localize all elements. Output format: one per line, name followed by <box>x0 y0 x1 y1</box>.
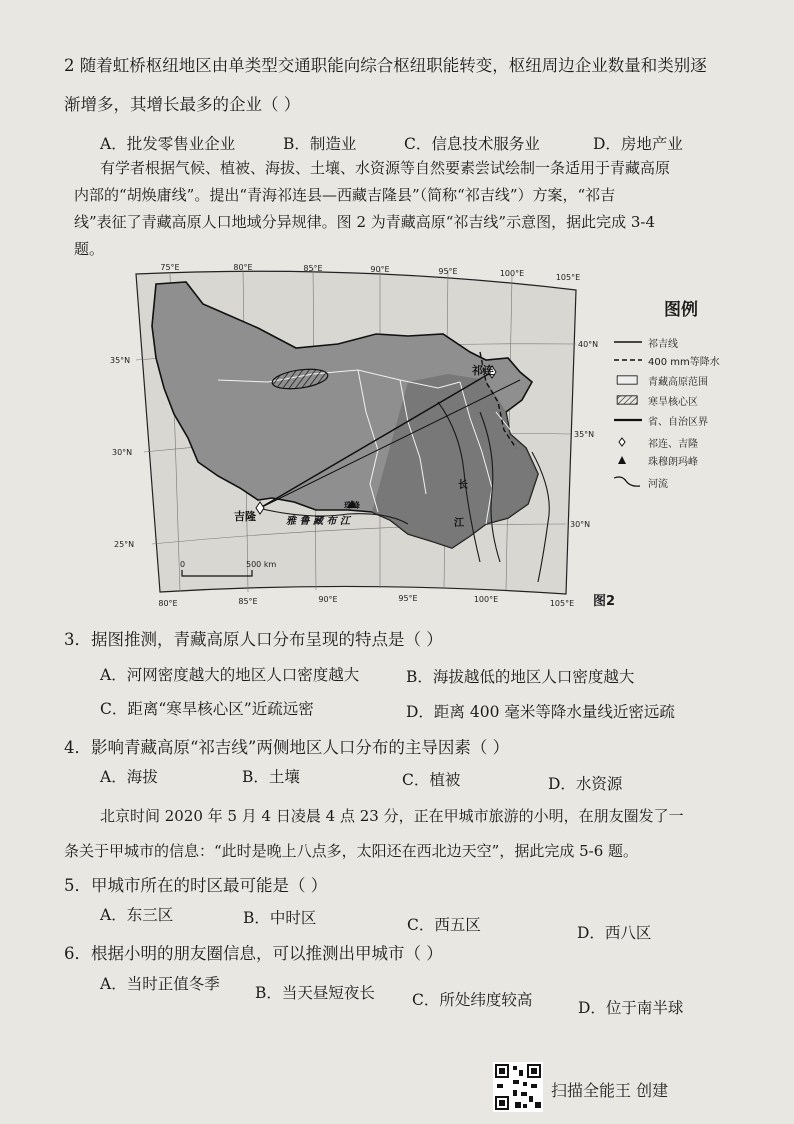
tick-bottom-105: 105°E <box>549 599 575 608</box>
legend-label: 珠穆朗玛峰 <box>648 457 698 468</box>
dashed-line-icon <box>612 355 644 365</box>
legend-label: 寒旱核心区 <box>648 397 698 408</box>
q4-option-c: C．植被 <box>402 771 461 789</box>
intro-line4: 题。 <box>74 240 105 258</box>
q2-option-b: B．制造业 <box>283 135 357 153</box>
map-svg <box>108 262 628 612</box>
q3-option-c: C．距离“寒旱核心区”近疏远密 <box>100 700 314 718</box>
tick-top-85: 85°E <box>303 264 323 273</box>
q4-option-b: B．土壤 <box>242 768 300 786</box>
label-qilian: 祁连 <box>472 364 494 377</box>
tibet-plateau-map <box>108 262 628 612</box>
scale-distance: 500 km <box>246 560 277 569</box>
tick-left-25: 25°N <box>114 540 135 549</box>
tick-top-80: 80°E <box>233 263 253 272</box>
tick-bottom-100: 100°E <box>473 595 499 604</box>
q5-stem: 5．甲城市所在的时区最可能是（ ） <box>64 876 328 895</box>
tick-top-90: 90°E <box>370 265 390 274</box>
tick-top-95: 95°E <box>438 267 458 276</box>
tick-top-100: 100°E <box>499 269 525 278</box>
q3-option-a: A．河网密度越大的地区人口密度越大 <box>100 666 360 684</box>
scan-app-credit: 扫描全能王 创建 <box>551 1081 669 1100</box>
legend-title: 图例 <box>664 300 698 320</box>
legend-label: 河流 <box>648 479 668 490</box>
tick-left-35: 35°N <box>110 356 131 365</box>
q2-option-c: C．信息技术服务业 <box>404 135 540 153</box>
box-icon <box>612 375 644 385</box>
scanner-watermark <box>493 1062 743 1118</box>
diamond-icon <box>612 437 644 447</box>
tick-bottom-80: 80°E <box>158 599 178 608</box>
qr-code-icon <box>493 1062 543 1112</box>
tick-right-40: 40°N <box>578 340 599 349</box>
q3-option-b: B．海拔越低的地区人口密度越大 <box>406 668 635 686</box>
q5-option-c: C．西五区 <box>407 916 481 934</box>
triangle-icon <box>612 455 644 465</box>
q6-stem: 6．根据小明的朋友圈信息，可以推测出甲城市（ ） <box>64 944 443 963</box>
tick-bottom-85: 85°E <box>238 597 258 606</box>
q6-option-d: D．位于南半球 <box>578 999 684 1017</box>
q4-stem: 4．影响青藏高原“祁吉线”两侧地区人口分布的主导因素（ ） <box>64 738 510 757</box>
passage56-line1: 北京时间 2020 年 5 月 4 日凌晨 4 点 23 分，正在甲城市旅游的小明，在朋友圈发了一 <box>100 807 684 825</box>
tick-right-35: 35°N <box>574 430 595 439</box>
figure-label: 图2 <box>593 594 616 609</box>
tick-left-30: 30°N <box>112 448 133 457</box>
q2-option-a: A．批发零售业企业 <box>100 135 236 153</box>
q2-stem-line1: 2 随着虹桥枢纽地区由单类型交通职能向综合枢纽职能转变，枢纽周边企业数量和类别逐 <box>64 56 707 75</box>
solid-line-icon <box>612 337 644 347</box>
hatch-box-icon <box>612 395 644 405</box>
scale-zero: 0 <box>180 560 186 569</box>
intro-line1: 有学者根据气候、植被、海拔、土壤、水资源等自然要素尝试绘制一条适用于青藏高原 <box>100 159 671 177</box>
q6-option-b: B．当天昼短夜长 <box>255 984 375 1002</box>
q2-stem-line2: 渐增多，其增长最多的企业（ ） <box>64 95 301 114</box>
q4-option-d: D．水资源 <box>548 775 623 793</box>
legend-label: 400 mm等降水 <box>648 357 720 368</box>
boundary-line-icon <box>612 415 644 425</box>
legend-label: 祁连、吉隆 <box>648 439 698 450</box>
q3-stem: 3．据图推测，青藏高原人口分布呈现的特点是（ ） <box>64 630 443 649</box>
label-everest: 珠峰 <box>344 501 360 510</box>
q2-option-d: D．房地产业 <box>593 135 683 153</box>
tick-top-75: 75°E <box>160 263 180 272</box>
passage56-line2: 条关于甲城市的信息：“此时是晚上八点多，太阳还在西北边天空”，据此完成 5-6 题。 <box>64 842 639 860</box>
tick-right-30: 30°N <box>570 520 591 529</box>
intro-line2: 内部的“胡焕庸线”。提出“青海祁连县—西藏吉隆县”（简称“祁吉线”）方案，“祁吉 <box>74 186 616 204</box>
label-yarlung: 雅 鲁 藏 布 江 <box>286 516 350 527</box>
tick-top-105: 105°E <box>555 273 581 282</box>
tick-bottom-95: 95°E <box>398 594 418 603</box>
intro-line3: 线”表征了青藏高原人口地域分异规律。图 2 为青藏高原“祁吉线”示意图，据此完成 3-4 <box>74 213 656 231</box>
tick-bottom-90: 90°E <box>318 595 338 604</box>
map-legend <box>612 295 792 500</box>
q4-option-a: A．海拔 <box>100 768 158 786</box>
label-jiang: 江 <box>454 518 464 529</box>
q5-option-a: A．东三区 <box>100 906 174 924</box>
q5-option-b: B．中时区 <box>243 909 317 927</box>
legend-label: 青藏高原范围 <box>648 377 708 388</box>
legend-label: 祁吉线 <box>648 339 678 350</box>
q6-option-a: A．当时正值冬季 <box>100 975 220 993</box>
label-chang: 长 <box>458 480 468 491</box>
q6-option-c: C．所处纬度较高 <box>412 991 533 1009</box>
q3-option-d: D．距离 400 毫米等降水量线近密远疏 <box>406 703 675 721</box>
legend-label: 省、自治区界 <box>648 417 708 428</box>
label-jilong: 吉隆 <box>234 510 256 523</box>
river-icon <box>612 475 644 489</box>
q5-option-d: D．西八区 <box>577 924 652 942</box>
